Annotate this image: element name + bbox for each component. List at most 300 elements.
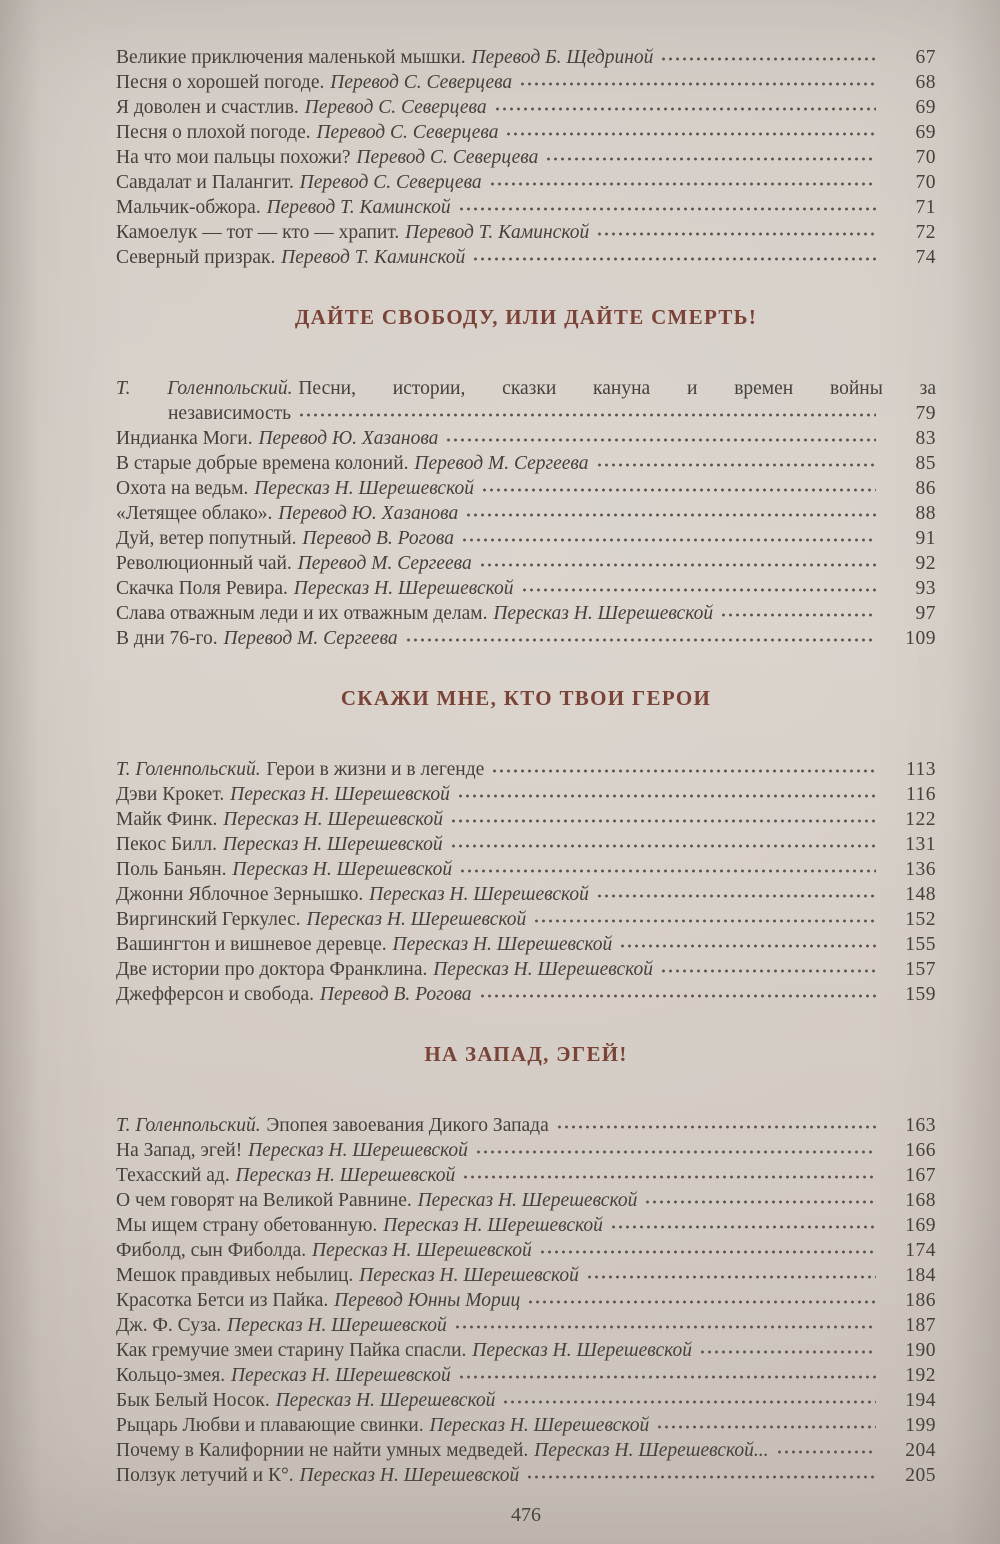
toc-entry (116, 882, 936, 907)
entry-text (116, 1313, 447, 1338)
entry-page: 155 (905, 934, 936, 955)
entry-page: 74 (915, 247, 936, 268)
entry-text (116, 1263, 579, 1288)
entry-credit: Пересказ Н. Шерешевской (306, 909, 527, 930)
entry-text (116, 1438, 769, 1463)
toc-entry (116, 1363, 936, 1388)
page-number: 476 (511, 1504, 541, 1526)
entry-text (116, 1238, 532, 1263)
toc-entry (116, 907, 936, 932)
toc-entry (116, 501, 936, 526)
entry-credit: Пересказ Н. Шерешевской (232, 859, 453, 880)
entry-title: На что мои пальцы похожи? (116, 147, 351, 168)
entry-credit: Перевод С. Северцева (316, 122, 499, 143)
entry-page: 204 (905, 1440, 936, 1461)
entry-page: 152 (905, 909, 936, 930)
entry-text (116, 451, 589, 476)
toc-entry (116, 45, 936, 70)
entry-text (116, 45, 653, 70)
entry-credit: Перевод Ю. Хазанова (278, 503, 459, 524)
entry-page: 97 (915, 603, 936, 624)
entry-title: Охота на ведьм. (116, 478, 249, 499)
toc-entry (116, 982, 936, 1007)
entry-credit: Пересказ Н. Шерешевской (230, 1365, 451, 1386)
entry-text (116, 501, 458, 526)
entry-title: Техасский ад. (116, 1165, 230, 1186)
entry-title: Поль Баньян. (116, 859, 227, 880)
entry-text (116, 982, 472, 1007)
entry-line (116, 757, 936, 782)
entry-credit: Пересказ Н. Шерешевской (227, 1315, 447, 1336)
toc-section (116, 1041, 936, 1488)
entry-text (116, 526, 454, 551)
entry-credit: Перевод С. Северцева (356, 147, 539, 168)
entry-line (116, 1388, 936, 1413)
toc-entry (116, 476, 936, 501)
entry-title: Виргинский Геркулес. (116, 909, 301, 930)
entry-title: Северный призрак. (116, 247, 276, 268)
entry-page: 70 (915, 147, 936, 168)
entry-page: 184 (905, 1265, 936, 1286)
dot-leader (533, 918, 876, 924)
entry-page: 85 (915, 453, 936, 474)
toc-entry (116, 220, 936, 245)
toc-entry (116, 1263, 936, 1288)
entry-line-1 (116, 376, 936, 401)
dot-leader (502, 1399, 876, 1405)
dot-leader (539, 1249, 876, 1255)
dot-leader (445, 437, 876, 443)
entry-line (116, 932, 936, 957)
entry-text (116, 957, 653, 982)
toc-entry (116, 95, 936, 120)
entry-text (116, 1113, 549, 1138)
entry-title: Дэви Крокет. (116, 784, 225, 805)
toc-entry (116, 70, 936, 95)
entry-page: 192 (905, 1365, 936, 1386)
toc-entry (116, 195, 936, 220)
entry-line (116, 1113, 936, 1138)
entry-line (116, 195, 936, 220)
entry-title: Джефферсон и свобода. (116, 984, 315, 1005)
section-heading: НА ЗАПАД, ЭГЕЙ! (424, 1042, 628, 1066)
entry-page: 194 (905, 1390, 936, 1411)
entry-page: 136 (905, 859, 936, 880)
entry-credit: Перевод Юнны Мориц (334, 1290, 521, 1311)
entry-page: 186 (905, 1290, 936, 1311)
toc-entry (116, 426, 936, 451)
entry-title: В дни 76-го. (116, 628, 218, 649)
entry-title-continued: независимость (168, 403, 292, 424)
entry-title: Мальчик-обжора. (116, 197, 261, 218)
entry-text (116, 1388, 495, 1413)
entry-line (116, 245, 936, 270)
entry-line (116, 501, 936, 526)
entry-text (116, 1138, 468, 1163)
entry-line (116, 1288, 936, 1313)
entry-title: Эпопея завоевания Дикого Запада (266, 1115, 549, 1136)
entry-line-2 (116, 401, 936, 426)
entry-page: 205 (905, 1465, 936, 1486)
toc-entry (116, 1213, 936, 1238)
entry-page: 199 (905, 1415, 936, 1436)
entry-page: 69 (915, 97, 936, 118)
entry-line (116, 476, 936, 501)
entry-page: 88 (915, 503, 936, 524)
entry-credit: Перевод В. Рогова (302, 528, 455, 549)
entry-line (116, 1188, 936, 1213)
entry-line (116, 551, 936, 576)
toc-entry (116, 1413, 936, 1438)
entry-credit: Пересказ Н. Шерешевской (248, 1140, 468, 1161)
entry-text (116, 932, 612, 957)
toc-entry (116, 1463, 936, 1488)
dot-leader (660, 56, 876, 62)
dot-leader (644, 1199, 876, 1205)
entry-text (116, 1463, 519, 1488)
toc-entry (116, 782, 936, 807)
entry-text (116, 1163, 455, 1188)
entry-title: Революционный чай. (116, 553, 292, 574)
entry-line (116, 1163, 936, 1188)
dot-leader (479, 993, 876, 999)
entry-title: Герои в жизни и в легенде (266, 759, 485, 780)
dot-leader (527, 1299, 876, 1305)
dot-leader (461, 537, 876, 543)
entry-credit: Пересказ Н. Шерешевской (254, 478, 474, 499)
dot-leader (454, 1324, 876, 1330)
dot-leader (491, 768, 876, 774)
dot-leader (475, 1149, 876, 1155)
entry-title: Майк Финк. (116, 809, 218, 830)
toc-entry (116, 832, 936, 857)
entry-page: 131 (905, 834, 936, 855)
entry-title: Индианка Моги. (116, 428, 253, 449)
entry-line (116, 907, 936, 932)
entry-credit: Пересказ Н. Шерешевской (275, 1390, 496, 1411)
toc-entry (116, 526, 936, 551)
dot-leader (489, 181, 876, 187)
entry-title: Я доволен и счастлив. (116, 97, 299, 118)
entry-title: Песни, истории, сказки кануна и времен войны за (298, 378, 936, 399)
entry-line (116, 70, 936, 95)
entry-text (116, 1363, 451, 1388)
entry-text (116, 576, 514, 601)
dot-leader (519, 81, 876, 87)
entry-line (116, 957, 936, 982)
toc-entry (116, 1388, 936, 1413)
entry-line (116, 832, 936, 857)
entry-page: 159 (905, 984, 936, 1005)
entry-page: 71 (915, 197, 936, 218)
entry-title: О чем говорят на Великой Равнине. (116, 1190, 412, 1211)
dot-leader (586, 1274, 876, 1280)
entry-title: Мешок правдивых небылиц. (116, 1265, 354, 1286)
entry-text (116, 832, 443, 857)
entry-line (116, 145, 936, 170)
dot-leader (596, 893, 876, 899)
dot-leader (545, 156, 876, 162)
section-heading: ДАЙТЕ СВОБОДУ, ИЛИ ДАЙТЕ СМЕРТЬ! (294, 305, 758, 329)
entry-page: 93 (915, 578, 936, 599)
entry-credit: Пересказ Н. Шерешевской (369, 884, 589, 905)
entry-page: 67 (915, 47, 936, 68)
toc-entry (116, 857, 936, 882)
entry-page: 72 (915, 222, 936, 243)
entry-credit: Перевод С. Северцева (299, 172, 482, 193)
entry-title: Как гремучие змеи старину Пайка спасли. (116, 1340, 467, 1361)
entry-page: 70 (915, 172, 936, 193)
entry-title: Песня о плохой погоде. (116, 122, 311, 143)
entry-text (116, 551, 472, 576)
entry-page: 148 (905, 884, 936, 905)
dot-leader (450, 818, 876, 824)
toc-entry (116, 1338, 936, 1363)
entry-text (116, 145, 538, 170)
dot-leader (505, 131, 876, 137)
entry-credit: Пересказ Н. Шерешевской (299, 1465, 520, 1486)
dot-leader (596, 231, 876, 237)
entry-page: 168 (905, 1190, 936, 1211)
entry-page: 86 (915, 478, 936, 499)
entry-credit: Пересказ Н. Шерешевской (293, 578, 514, 599)
entry-text (116, 170, 482, 195)
entry-credit: Пересказ Н. Шерешевской (230, 784, 450, 805)
entry-line (116, 526, 936, 551)
dot-leader (699, 1349, 876, 1355)
entry-title: В старые добрые времена колоний. (116, 453, 409, 474)
dot-leader (526, 1474, 876, 1480)
entry-title: Камоелук — тот — кто — храпит. (116, 222, 400, 243)
entry-line (116, 451, 936, 476)
toc-entry (116, 1113, 936, 1138)
entry-credit: Пересказ Н. Шерешевской (312, 1240, 532, 1261)
dot-leader (494, 106, 876, 112)
entry-page: 190 (905, 1340, 936, 1361)
entry-credit: Пересказ Н. Шерешевской (417, 1190, 638, 1211)
dot-leader (472, 256, 876, 262)
entry-credit: Пересказ Н. Шерешевской (222, 834, 443, 855)
entry-credit: Перевод В. Рогова (319, 984, 472, 1005)
entry-text (116, 782, 450, 807)
entry-title: Вашингтон и вишневое деревце. (116, 934, 387, 955)
section-heading: СКАЖИ МНЕ, КТО ТВОИ ГЕРОИ (340, 686, 712, 710)
entry-text (116, 220, 589, 245)
entry-title: Рыцарь Любви и плавающие свинки. (116, 1415, 424, 1436)
entry-line (116, 170, 936, 195)
entry-credit: Перевод Т. Каминской (281, 247, 466, 268)
toc-entry (116, 757, 936, 782)
entry-page: 166 (905, 1140, 936, 1161)
entry-credit: Перевод Б. Щедриной (471, 47, 654, 68)
entry-line (116, 1463, 936, 1488)
entry-line (116, 1213, 936, 1238)
entry-text (116, 245, 465, 270)
entry-author: Т. Голенпольский. (116, 759, 261, 780)
entry-text (116, 476, 474, 501)
entry-credit: Перевод М. Сергеева (223, 628, 398, 649)
entry-title: Дж. Ф. Суза. (116, 1315, 222, 1336)
entry-title: Бык Белый Носок. (116, 1390, 270, 1411)
entry-page: 113 (905, 759, 936, 780)
entry-page: 68 (915, 72, 936, 93)
entry-line (116, 807, 936, 832)
entry-text (116, 1188, 637, 1213)
entry-line (116, 95, 936, 120)
entry-line (116, 1138, 936, 1163)
dot-leader (458, 1374, 876, 1380)
entry-credit: Пересказ Н. Шерешевской (223, 809, 444, 830)
entry-line (116, 1413, 936, 1438)
entry-title: Великие приключения маленькой мышки. (116, 47, 466, 68)
entry-credit: Пересказ Н. Шерешевской (493, 603, 714, 624)
entry-text (116, 120, 498, 145)
entry-credit: Перевод С. Северцева (304, 97, 487, 118)
entry-credit: Перевод С. Северцева (330, 72, 513, 93)
dot-leader (459, 868, 876, 874)
entry-line (116, 882, 936, 907)
entry-page: 91 (915, 528, 936, 549)
entry-line (116, 1338, 936, 1363)
entry-page: 79 (915, 403, 936, 424)
entry-author: Т. Голенпольский. (116, 378, 293, 399)
entry-page: 167 (905, 1165, 936, 1186)
entry-text (116, 807, 443, 832)
toc-entry (116, 601, 936, 626)
entry-title: Пекос Билл. (116, 834, 217, 855)
entry-title: Мы ищем страну обетованную. (116, 1215, 378, 1236)
entry-title: Красотка Бетси из Пайка. (116, 1290, 329, 1311)
toc-entry (116, 120, 936, 145)
entry-title: Почему в Калифорнии не найти умных медведей. (116, 1440, 529, 1461)
entry-line (116, 982, 936, 1007)
toc-entry (116, 576, 936, 601)
dot-leader (660, 968, 876, 974)
entry-text (116, 626, 398, 651)
dot-leader (298, 412, 876, 418)
entry-title: Кольцо-змея. (116, 1365, 226, 1386)
entry-text (116, 378, 936, 399)
toc-section (116, 304, 936, 651)
toc-entry (116, 932, 936, 957)
entry-title: Дуй, ветер попутный. (116, 528, 297, 549)
toc-section (116, 685, 936, 1007)
entry-credit: Пересказ Н. Шерешевской (472, 1340, 692, 1361)
toc-entry (116, 245, 936, 270)
entry-text (116, 601, 713, 626)
toc-entry (116, 376, 936, 426)
dot-leader (465, 512, 876, 518)
dot-leader (481, 487, 876, 493)
entry-credit: Перевод М. Сергеева (297, 553, 472, 574)
entry-credit: Пересказ Н. Шерешевской (392, 934, 613, 955)
entry-title: «Летящее облако». (116, 503, 273, 524)
entry-page: 69 (915, 122, 936, 143)
entry-credit: Пересказ Н. Шерешевской (433, 959, 653, 980)
toc-entry (116, 1188, 936, 1213)
toc-entry (116, 807, 936, 832)
dot-leader (610, 1224, 876, 1230)
entry-title: Две истории про доктора Франклина. (116, 959, 428, 980)
entry-title: Фиболд, сын Фиболда. (116, 1240, 307, 1261)
entry-line (116, 601, 936, 626)
entry-credit: Перевод Т. Каминской (405, 222, 590, 243)
entry-line (116, 45, 936, 70)
toc-entry (116, 1288, 936, 1313)
toc-entry (116, 551, 936, 576)
entry-line (116, 1438, 936, 1463)
entry-title: На Запад, эгей! (116, 1140, 243, 1161)
entry-text (116, 882, 589, 907)
toc-entry (116, 1163, 936, 1188)
entry-page: 109 (905, 628, 936, 649)
entry-author: Т. Голенпольский. (116, 1115, 261, 1136)
entry-page: 157 (905, 959, 936, 980)
dot-leader (656, 1424, 876, 1430)
entry-text (116, 857, 452, 882)
dot-leader (521, 587, 876, 593)
entry-line (116, 782, 936, 807)
dot-leader (556, 1124, 876, 1130)
entry-credit: Пересказ Н. Шерешевской (359, 1265, 579, 1286)
entry-credit: Перевод М. Сергеева (414, 453, 589, 474)
entry-line (116, 626, 936, 651)
entry-title: Савдалат и Палангит. (116, 172, 294, 193)
entry-title: Джонни Яблочное Зернышко. (116, 884, 364, 905)
entry-line (116, 220, 936, 245)
dot-leader (720, 612, 876, 618)
dot-leader (457, 793, 876, 799)
dot-leader (479, 562, 876, 568)
entry-line (116, 1363, 936, 1388)
entry-title: Скачка Поля Ревира. (116, 578, 288, 599)
entry-page: 163 (905, 1115, 936, 1136)
entry-credit: Пересказ Н. Шерешевской (235, 1165, 456, 1186)
entry-page: 83 (915, 428, 936, 449)
entry-page: 174 (905, 1240, 936, 1261)
entry-credit: Перевод Т. Каминской (266, 197, 451, 218)
entry-page: 116 (905, 784, 936, 805)
entry-page: 92 (915, 553, 936, 574)
entry-text (116, 1413, 649, 1438)
dot-leader (405, 637, 876, 643)
entry-line (116, 576, 936, 601)
entry-title: Песня о хорошей погоде. (116, 72, 325, 93)
toc-entry (116, 957, 936, 982)
toc-entry (116, 451, 936, 476)
entry-credit: Пересказ Н. Шерешевской (383, 1215, 603, 1236)
entry-title: Ползук летучий и К°. (116, 1465, 294, 1486)
entry-credit: Пересказ Н. Шерешевской (429, 1415, 650, 1436)
toc-entry (116, 145, 936, 170)
entry-text (116, 907, 526, 932)
toc-entry (116, 1438, 936, 1463)
entry-text (116, 757, 484, 782)
entry-title: Слава отважным леди и их отважным делам. (116, 603, 488, 624)
toc-entry (116, 1313, 936, 1338)
entry-page: 122 (905, 809, 936, 830)
entry-text (116, 195, 451, 220)
entry-text (116, 426, 438, 451)
entry-line (116, 120, 936, 145)
entry-text (116, 1338, 692, 1363)
entry-line (116, 1238, 936, 1263)
toc-entry (116, 1238, 936, 1263)
entry-credit: Пересказ Н. Шерешевской... (534, 1440, 769, 1461)
dot-leader (619, 943, 876, 949)
toc-section (116, 45, 936, 270)
dot-leader (596, 462, 877, 468)
